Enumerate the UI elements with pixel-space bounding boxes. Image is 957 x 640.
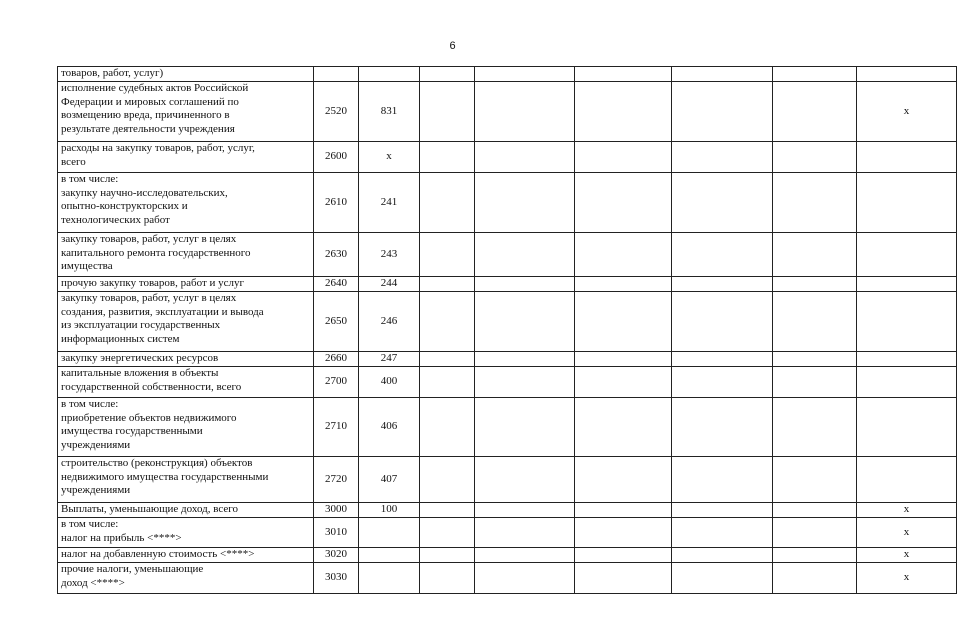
row-kbk: 246 (359, 292, 420, 352)
row-cell (672, 292, 773, 352)
row-code: 2640 (314, 277, 359, 292)
row-description: расходы на закупку товаров, работ, услуг, всего (58, 142, 314, 173)
row-cell (475, 367, 575, 398)
table-row (58, 142, 957, 173)
row-cell (773, 503, 857, 518)
row-description: исполнение судебных актов Российской Федерации и мировых соглашений по возмещению вреда, причиненного в результате деятельности учреждения (58, 82, 314, 142)
row-description: капитальные вложения в объекты государственной собственности, всего (58, 367, 314, 398)
row-cell (420, 277, 475, 292)
row-cell (420, 518, 475, 548)
row-code: 2710 (314, 398, 359, 457)
row-cell (773, 518, 857, 548)
row-cell (420, 457, 475, 503)
row-cell (857, 67, 957, 82)
table-row (58, 292, 957, 352)
row-cell (857, 173, 957, 233)
table-row (58, 352, 957, 367)
row-description: прочую закупку товаров, работ и услуг (58, 277, 314, 292)
row-cell (575, 352, 672, 367)
row-description: в том числе: налог на прибыль <****> (58, 518, 314, 548)
row-cell (575, 233, 672, 277)
row-code: 2700 (314, 367, 359, 398)
row-description: закупку товаров, работ, услуг в целях капитального ремонта государственного имущества (58, 233, 314, 277)
row-code (314, 67, 359, 82)
row-cell (672, 563, 773, 594)
row-code: 2630 (314, 233, 359, 277)
row-cell (420, 292, 475, 352)
table-row (58, 82, 957, 142)
row-cell (475, 563, 575, 594)
row-cell: x (857, 563, 957, 594)
row-description: Выплаты, уменьшающие доход, всего (58, 503, 314, 518)
row-cell (773, 82, 857, 142)
row-cell (475, 518, 575, 548)
row-cell (475, 233, 575, 277)
row-cell (773, 67, 857, 82)
row-cell (672, 503, 773, 518)
row-kbk: 406 (359, 398, 420, 457)
row-code: 2650 (314, 292, 359, 352)
row-cell (475, 457, 575, 503)
row-cell (672, 518, 773, 548)
row-cell (475, 277, 575, 292)
row-cell (672, 457, 773, 503)
row-cell (420, 82, 475, 142)
row-cell (857, 292, 957, 352)
row-cell (773, 352, 857, 367)
row-cell (475, 503, 575, 518)
row-cell (672, 548, 773, 563)
budget-table (57, 66, 957, 594)
row-code: 2600 (314, 142, 359, 173)
row-cell (575, 292, 672, 352)
row-code: 3020 (314, 548, 359, 563)
row-cell: x (857, 82, 957, 142)
table-row (58, 457, 957, 503)
row-cell (575, 67, 672, 82)
row-cell (575, 563, 672, 594)
row-description: закупку товаров, работ, услуг в целях создания, развития, эксплуатации и вывода из эксплуатации государственных информационных систем (58, 292, 314, 352)
row-code: 3030 (314, 563, 359, 594)
row-cell (475, 82, 575, 142)
row-kbk: 400 (359, 367, 420, 398)
row-code: 2520 (314, 82, 359, 142)
row-cell (773, 173, 857, 233)
row-cell (575, 142, 672, 173)
row-kbk: 243 (359, 233, 420, 277)
row-cell (773, 277, 857, 292)
row-code: 3000 (314, 503, 359, 518)
row-cell: x (857, 503, 957, 518)
row-description: товаров, работ, услуг) (58, 67, 314, 82)
row-cell (475, 292, 575, 352)
table-row (58, 67, 957, 82)
row-cell (420, 233, 475, 277)
row-code: 2720 (314, 457, 359, 503)
row-cell (575, 367, 672, 398)
row-cell (575, 173, 672, 233)
row-cell (857, 398, 957, 457)
row-code: 3010 (314, 518, 359, 548)
table-row (58, 398, 957, 457)
row-code: 2660 (314, 352, 359, 367)
row-cell (420, 503, 475, 518)
row-cell (475, 352, 575, 367)
row-cell (857, 277, 957, 292)
row-kbk: x (359, 142, 420, 173)
row-kbk: 100 (359, 503, 420, 518)
page-number: 6 (449, 40, 456, 52)
row-cell (672, 233, 773, 277)
row-cell (773, 563, 857, 594)
table-row (58, 233, 957, 277)
row-cell (672, 82, 773, 142)
row-cell (857, 352, 957, 367)
table-row (58, 548, 957, 563)
row-cell (672, 352, 773, 367)
row-cell (420, 67, 475, 82)
row-cell (672, 367, 773, 398)
row-kbk (359, 563, 420, 594)
row-kbk (359, 67, 420, 82)
table-row (58, 367, 957, 398)
row-kbk: 407 (359, 457, 420, 503)
row-cell (575, 82, 672, 142)
row-description: налог на добавленную стоимость <****> (58, 548, 314, 563)
row-cell (672, 277, 773, 292)
row-cell (773, 548, 857, 563)
row-cell (773, 398, 857, 457)
row-description: прочие налоги, уменьшающие доход <****> (58, 563, 314, 594)
row-description: строительство (реконструкция) объектов недвижимого имущества государственными учреждениями (58, 457, 314, 503)
row-cell (420, 548, 475, 563)
row-cell (475, 398, 575, 457)
table-row (58, 277, 957, 292)
row-cell (857, 233, 957, 277)
row-cell: x (857, 548, 957, 563)
table-row (58, 563, 957, 594)
table-row (58, 503, 957, 518)
row-cell (773, 457, 857, 503)
row-kbk: 247 (359, 352, 420, 367)
row-kbk: 241 (359, 173, 420, 233)
row-cell (575, 503, 672, 518)
row-cell: x (857, 518, 957, 548)
row-cell (773, 292, 857, 352)
row-cell (575, 398, 672, 457)
row-kbk (359, 548, 420, 563)
row-cell (773, 367, 857, 398)
row-cell (672, 398, 773, 457)
row-cell (773, 233, 857, 277)
row-cell (420, 173, 475, 233)
row-cell (575, 518, 672, 548)
row-cell (420, 142, 475, 173)
row-code: 2610 (314, 173, 359, 233)
row-cell (420, 367, 475, 398)
row-cell (672, 173, 773, 233)
row-cell (672, 142, 773, 173)
row-description: закупку энергетических ресурсов (58, 352, 314, 367)
row-cell (475, 142, 575, 173)
row-cell (773, 142, 857, 173)
row-cell (475, 173, 575, 233)
table-row (58, 518, 957, 548)
row-cell (575, 277, 672, 292)
row-cell (857, 457, 957, 503)
row-cell (857, 367, 957, 398)
row-cell (475, 548, 575, 563)
row-cell (420, 563, 475, 594)
row-kbk: 831 (359, 82, 420, 142)
row-cell (575, 457, 672, 503)
row-kbk: 244 (359, 277, 420, 292)
row-cell (857, 142, 957, 173)
row-cell (672, 67, 773, 82)
row-description: в том числе: приобретение объектов недвижимого имущества государственными учреждениями (58, 398, 314, 457)
row-description: в том числе: закупку научно-исследовательских, опытно-конструкторских и технологических работ (58, 173, 314, 233)
row-cell (575, 548, 672, 563)
row-cell (420, 398, 475, 457)
row-kbk (359, 518, 420, 548)
row-cell (475, 67, 575, 82)
row-cell (420, 352, 475, 367)
table-row (58, 173, 957, 233)
